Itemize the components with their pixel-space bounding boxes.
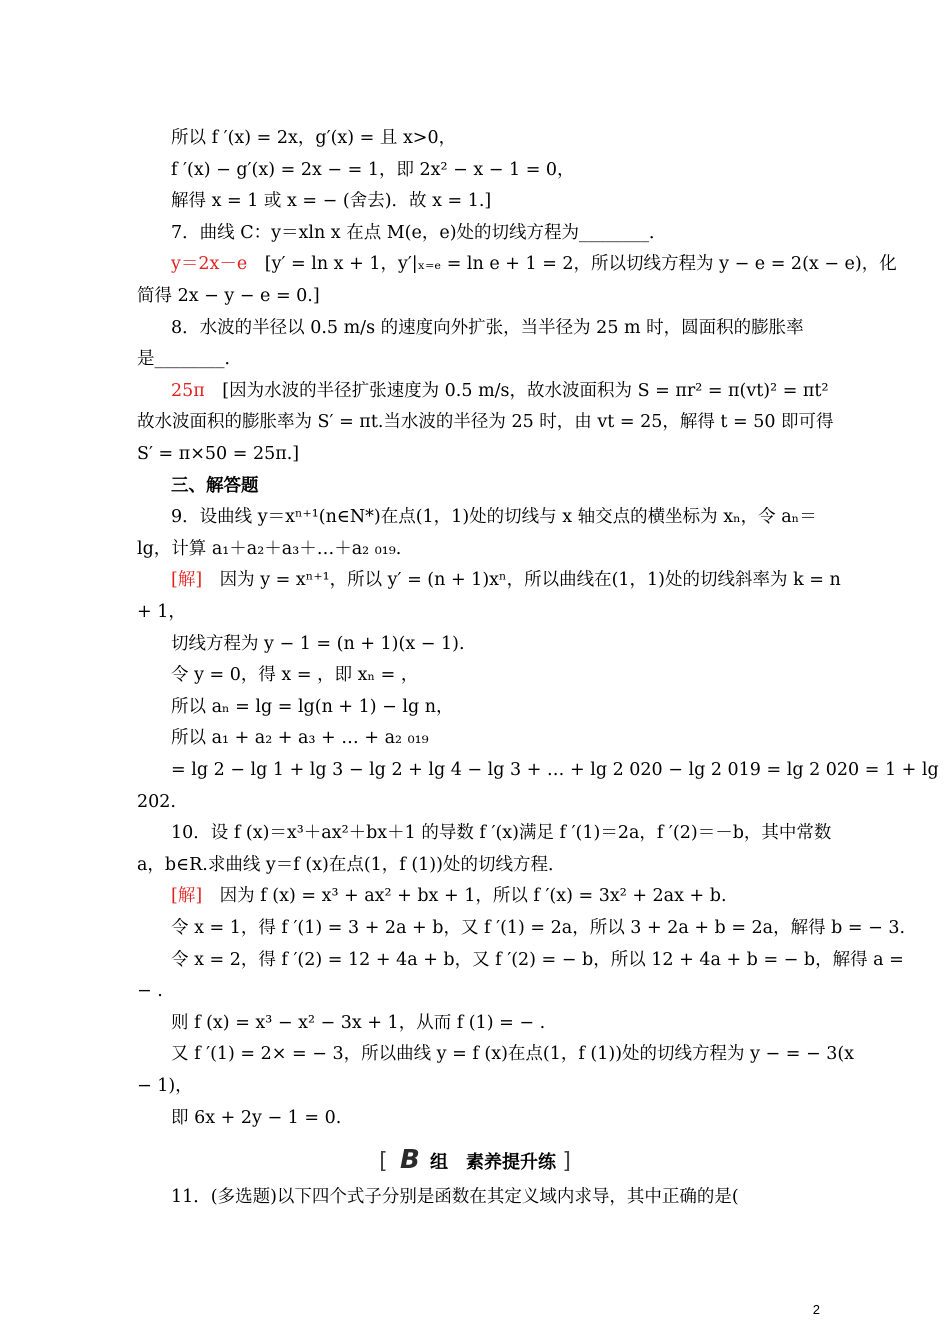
text-line	[0, 787, 950, 817]
text-line	[0, 881, 950, 911]
line-text: a，b∈R.求曲线 y＝f (x)在点(1，f (1))处的切线方程．	[137, 855, 566, 875]
text-line	[0, 534, 950, 564]
line-text: 9．设曲线 y＝xⁿ⁺¹(n∈N*)在点(1，1)处的切线与 x 轴交点的横坐标为 xₙ，令 aₙ＝	[171, 507, 817, 527]
text-line	[0, 692, 950, 722]
text-line	[0, 218, 950, 248]
text-line	[0, 850, 950, 880]
text-line	[0, 1039, 950, 1069]
text-line	[0, 629, 950, 659]
line-text: lg，计算 a₁＋a₂＋a₃＋…＋a₂ ₀₁₉.	[137, 539, 402, 559]
line-text: + 1，	[137, 602, 186, 622]
text-line	[0, 755, 950, 785]
answer-marker: [解]	[171, 886, 203, 906]
line-text: 所以 f ′(x) = 2x，g′(x) = 且 x>0，	[171, 128, 457, 148]
text-line	[0, 1103, 950, 1133]
line-text: 所以 aₙ = lg = lg(n + 1) − lg n，	[171, 697, 454, 717]
line-text: 10．设 f (x)＝x³＋ax²＋bx＋1 的导数 f ′(x)满足 f ′(1)＝2a，f ′(2)＝－b，其中常数	[171, 823, 832, 843]
text-line	[0, 945, 950, 975]
text-line	[0, 344, 950, 374]
line-text: 又 f ′(1) = 2× = − 3，所以曲线 y = f (x)在点(1，f (1))处的切线方程为 y − = − 3(x	[171, 1044, 855, 1064]
question-11: 11．(多选题)以下四个式子分别是函数在其定义域内求导，其中正确的是(	[171, 1187, 739, 1207]
text-line	[0, 123, 950, 153]
text-line	[0, 818, 950, 848]
text-line	[0, 1008, 950, 1038]
line-text: 因为 y = xⁿ⁺¹，所以 y′ = (n + 1)xⁿ，所以曲线在(1，1)处的切线斜率为 k = n	[202, 570, 841, 590]
line-text: 7．曲线 C：y＝xln x 在点 M(e，e)处的切线方程为________．	[171, 223, 667, 243]
line-text: 切线方程为 y − 1 = (n + 1)(x − 1).	[171, 634, 465, 654]
line-text: 令 x = 1，得 f ′(1) = 3 + 2a + b，又 f ′(1) = 2a，所以 3 + 2a + b = 2a，解得 b = − 3.	[171, 918, 906, 938]
section-b-heading	[0, 1145, 950, 1175]
text-line	[0, 155, 950, 185]
text-line	[0, 313, 950, 343]
text-line	[0, 660, 950, 690]
text-line	[0, 407, 950, 437]
line-text: S′ = π×50 = 25π.]	[137, 444, 300, 464]
text-line	[0, 249, 950, 279]
line-text: 三、解答题	[171, 476, 259, 496]
text-line	[0, 597, 950, 627]
text-line	[0, 502, 950, 532]
line-text: 解得 x = 1 或 x = − (舍去)．故 x = 1.]	[171, 191, 492, 211]
group-letter: B	[399, 1145, 420, 1175]
page-number: 2	[812, 1302, 820, 1317]
text-line	[0, 281, 950, 311]
line-text: 令 x = 2，得 f ′(2) = 12 + 4a + b，又 f ′(2) = − b，所以 12 + 4a + b = − b，解得 a =	[171, 950, 904, 970]
text-line	[0, 471, 950, 501]
line-text: [y′ = ln x + 1，y′|ₓ₌ₑ = ln e + 1 = 2，所以切线方程为 y − e = 2(x − e)，化	[247, 254, 897, 274]
text-line	[0, 376, 950, 406]
answer-marker: 25π	[171, 381, 205, 401]
line-text: = lg 2 − lg 1 + lg 3 − lg 2 + lg 4 − lg 3 + … + lg 2 020 − lg 2 019 = lg 2 020 = 1 + lg	[171, 760, 939, 780]
text-line	[0, 565, 950, 595]
text-line	[0, 439, 950, 469]
line-text: 8．水波的半径以 0.5 m/s 的速度向外扩张，当半径为 25 m 时，圆面积的膨胀率	[171, 318, 804, 338]
line-text: 令 y = 0，得 x = ，即 xₙ = ，	[171, 665, 419, 685]
text-line	[0, 913, 950, 943]
answer-marker: y＝2x－e	[171, 254, 248, 274]
line-text: 则 f (x) = x³ − x² − 3x + 1，从而 f (1) = − .	[171, 1013, 546, 1033]
group-label: 组 素养提升练	[430, 1152, 557, 1173]
line-text: 简得 2x − y − e = 0.]	[137, 286, 320, 306]
text-line	[0, 1071, 950, 1101]
line-text: 所以 a₁ + a₂ + a₃ + … + a₂ ₀₁₉	[171, 728, 429, 748]
text-line	[0, 976, 950, 1006]
answer-marker: [解]	[171, 570, 203, 590]
line-text: 故水波面积的膨胀率为 S′ = πt.当水波的半径为 25 时，由 vt = 25，解得 t = 50 即可得	[137, 412, 834, 432]
line-text: 是________．	[137, 349, 242, 369]
bracket-open: [	[379, 1149, 388, 1174]
line-text: − 1)，	[137, 1076, 193, 1096]
line-text: − .	[137, 981, 163, 1001]
line-text: f ′(x) − g′(x) = 2x − = 1，即 2x² − x − 1 = 0，	[171, 160, 575, 180]
text-line	[0, 723, 950, 753]
line-text: 202.	[137, 792, 176, 812]
line-text: 即 6x + 2y − 1 = 0.	[171, 1108, 342, 1128]
line-text: 因为 f (x) = x³ + ax² + bx + 1，所以 f ′(x) = 3x² + 2ax + b.	[202, 886, 727, 906]
text-line	[0, 186, 950, 216]
bracket-close: ]	[562, 1149, 571, 1174]
line-text: [因为水波的半径扩张速度为 0.5 m/s，故水波面积为 S = πr² = π(vt)² = πt²	[204, 381, 829, 401]
